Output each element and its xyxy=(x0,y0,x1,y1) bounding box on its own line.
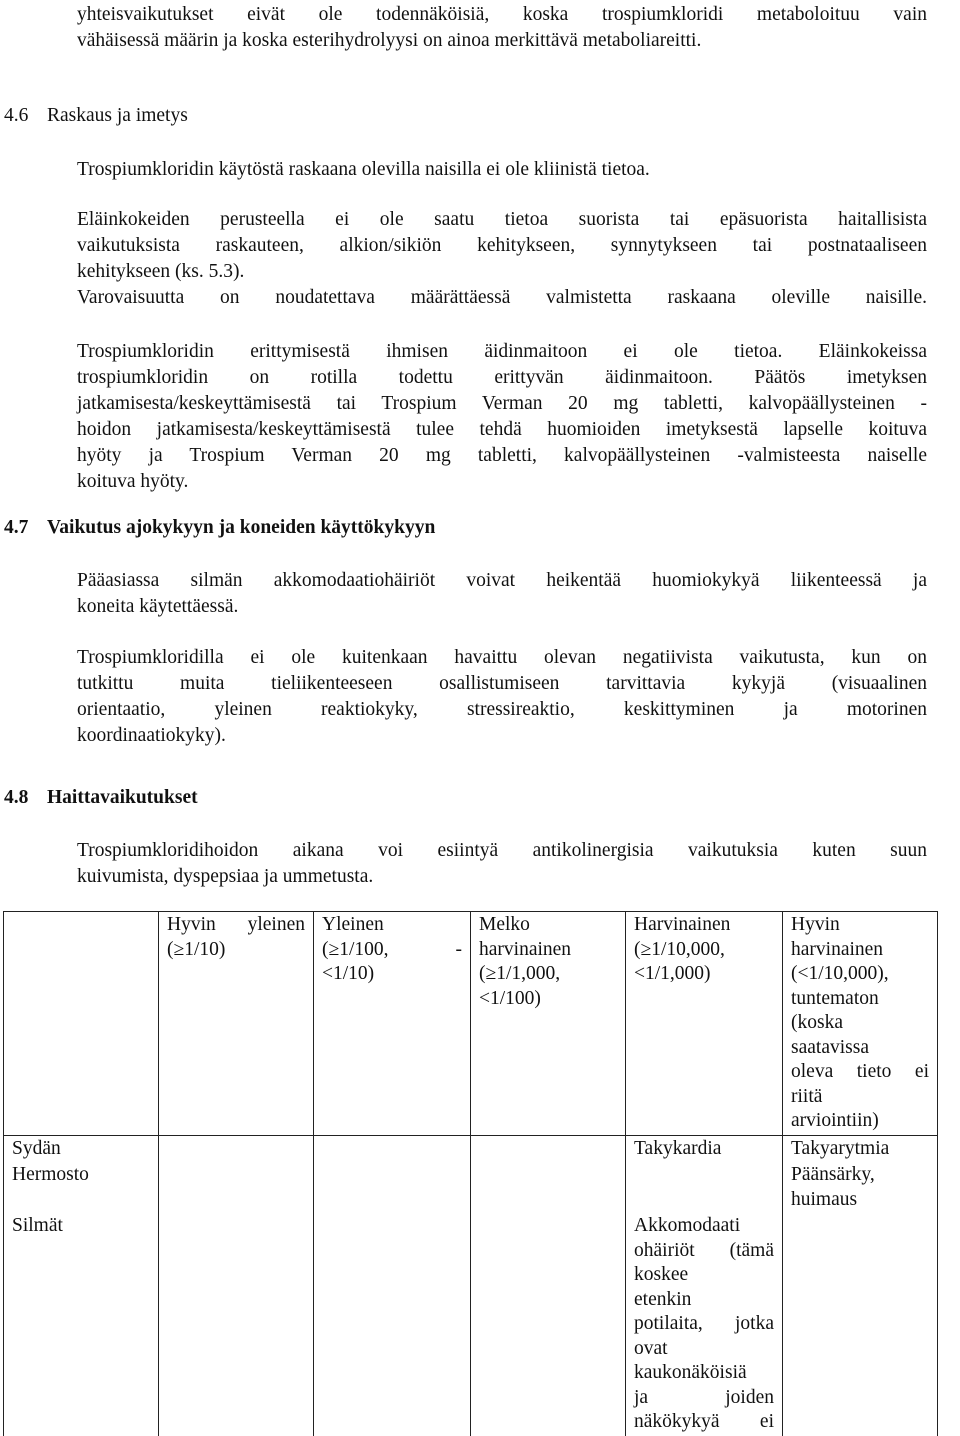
header-text: (≥1/10,000, xyxy=(634,938,725,960)
table-cell xyxy=(159,1162,314,1213)
table-header-row xyxy=(4,912,938,1136)
section-heading-4-7 xyxy=(4,515,435,541)
table-cell xyxy=(159,1213,314,1436)
text-line: trospiumkloridin on rotilla todettu erittyvän äidinmaitoon. Päätös imetyksen xyxy=(77,367,927,388)
organ-cell-eyes: Silmät xyxy=(4,1213,159,1436)
section-heading-4-8 xyxy=(4,785,198,811)
section-title: Vaikutus ajokykyyn ja koneiden käyttökykyyn xyxy=(47,517,436,538)
cell-text: ovat xyxy=(634,1337,668,1359)
header-text: arviointiin) xyxy=(791,1110,879,1131)
header-text: Hyvin xyxy=(791,914,840,935)
table-cell xyxy=(783,1213,938,1436)
section-title: Haittavaikutukset xyxy=(47,787,198,808)
paragraph xyxy=(77,645,927,749)
section-number: 4.8 xyxy=(4,787,29,808)
text-line: koneita käytettäessä. xyxy=(77,596,239,617)
table-cell-rare xyxy=(626,1213,783,1436)
header-text: (≥1/100, - xyxy=(322,938,462,960)
table-cell xyxy=(471,1213,626,1436)
cell-text: huimaus xyxy=(791,1188,858,1210)
table-cell-very-rare: Takyarytmia xyxy=(783,1135,938,1162)
header-text: harvinainen xyxy=(791,938,884,960)
text-line: koituva hyöty. xyxy=(77,471,189,492)
paragraph xyxy=(77,568,927,620)
header-text: (<1/10,000), xyxy=(791,963,889,984)
text-line: kehitykseen (ks. 5.3). xyxy=(77,261,245,282)
text-line: Trospiumkloridin erittymisestä ihmisen äidinmaitoon ei ole tietoa. Eläinkokeissa xyxy=(77,341,927,362)
table-row xyxy=(4,1162,938,1213)
section-title: Raskaus ja imetys xyxy=(47,105,188,126)
text-line: kuivumista, dyspepsiaa ja ummetusta. xyxy=(77,866,374,887)
intro-paragraph xyxy=(77,2,927,54)
text-line: Trospiumkloridilla ei ole kuitenkaan havaittu olevan negatiivista vaikutusta, kun on xyxy=(77,647,927,668)
paragraph xyxy=(77,838,927,890)
cell-text: potilaita, jotka xyxy=(634,1313,774,1334)
table-header-cell-very-common xyxy=(159,912,314,1136)
cell-text: koskee xyxy=(634,1264,689,1285)
text-line: jatkamisesta/keskeyttämisestä tai Trospium Verman 20 mg tabletti, kalvopäällysteinen - xyxy=(77,393,927,414)
table-header-cell-uncommon xyxy=(471,912,626,1136)
table-cell xyxy=(314,1213,471,1436)
organ-cell-nervous-system: Hermosto xyxy=(4,1162,159,1213)
text-line: vaikutuksista raskauteen, alkion/sikiön kehitykseen, synnytykseen tai postnataaliseen xyxy=(77,235,927,256)
table-cell-rare: Takykardia xyxy=(626,1135,783,1162)
text-line: yhteisvaikutukset eivät ole todennäköisiä, koska trospiumkloridi metaboloituu vain xyxy=(77,4,927,25)
organ-cell-heart: Sydän xyxy=(4,1135,159,1162)
text-line: Eläinkokeiden perusteella ei ole saatu tietoa suorista tai epäsuorista haitallisista xyxy=(77,209,927,230)
table-header-cell-common xyxy=(314,912,471,1136)
header-text: <1/100) xyxy=(479,987,541,1009)
text-line: Trospiumkloridihoidon aikana voi esiintyä antikolinergisia vaikutuksia kuten suun xyxy=(77,840,927,861)
header-text: (koska xyxy=(791,1012,843,1033)
header-text: harvinainen xyxy=(479,938,572,960)
adverse-effects-table xyxy=(3,911,938,1436)
header-text: Hyvin yleinen xyxy=(167,914,305,935)
table-cell xyxy=(471,1135,626,1162)
section-number: 4.7 xyxy=(4,517,29,538)
section-heading-4-6 xyxy=(4,103,188,129)
table-row xyxy=(4,1213,938,1436)
text-line: vähäisessä määrin ja koska esterihydrolyysi on ainoa merkittävä metaboliareitti. xyxy=(77,30,702,51)
table-cell xyxy=(471,1162,626,1213)
cell-text: etenkin xyxy=(634,1288,692,1310)
table-header-cell-organ xyxy=(4,912,159,1136)
table-cell-very-rare xyxy=(783,1162,938,1213)
header-text: oleva tieto ei xyxy=(791,1061,929,1082)
header-text: (≥1/1,000, xyxy=(479,963,561,984)
table-header-cell-very-rare xyxy=(783,912,938,1136)
header-text: <1/1,000) xyxy=(634,963,711,984)
cell-text: näkökykyä ei xyxy=(634,1411,774,1432)
table-header-cell-rare xyxy=(626,912,783,1136)
text-line: hoidon jatkamisesta/keskeyttämisestä tulee tehdä huomioiden imetyksestä lapselle koituva xyxy=(77,419,927,440)
text-line: tutkittu muita tieliikenteeseen osallistumiseen tarvittavia kykyjä (visuaalinen xyxy=(77,673,927,694)
table-row xyxy=(4,1135,938,1162)
header-text: Harvinainen xyxy=(634,914,731,935)
section-number: 4.6 xyxy=(4,105,29,126)
text-line: koordinaatiokyky). xyxy=(77,725,226,746)
cell-text: kaukonäköisiä xyxy=(634,1362,747,1383)
header-text: <1/10) xyxy=(322,963,375,984)
cell-text: ja joiden xyxy=(634,1386,774,1408)
header-text: tuntematon xyxy=(791,987,879,1009)
paragraph xyxy=(77,339,927,495)
table-cell xyxy=(626,1162,783,1213)
header-text: Melko xyxy=(479,914,530,935)
text-line: hyöty ja Trospium Verman 20 mg tabletti, kalvopäällysteinen -valmisteesta naiselle xyxy=(77,445,927,466)
text-line: Trospiumkloridin käytöstä raskaana olevilla naisilla ei ole kliinistä tietoa. xyxy=(77,159,650,180)
paragraph xyxy=(77,157,927,183)
header-text: Yleinen xyxy=(322,914,384,935)
text-line: orientaatio, yleinen reaktiokyky, stressireaktio, keskittyminen ja motorinen xyxy=(77,699,927,720)
paragraph xyxy=(77,207,927,311)
cell-text: Akkomodaati xyxy=(634,1215,741,1236)
cell-text: Päänsärky, xyxy=(791,1164,875,1185)
text-line: Pääasiassa silmän akkomodaatiohäiriöt voivat heikentää huomiokykyä liikenteessä ja xyxy=(77,570,927,591)
table-cell xyxy=(159,1135,314,1162)
text-line: Varovaisuutta on noudatettava määrättäessä valmistetta raskaana oleville naisille. xyxy=(77,287,927,308)
cell-text: ohäiriöt (tämä xyxy=(634,1239,774,1261)
header-text: riitä xyxy=(791,1085,823,1107)
table-cell xyxy=(314,1135,471,1162)
header-text: saatavissa xyxy=(791,1036,869,1058)
table-cell xyxy=(314,1162,471,1213)
header-text: (≥1/10) xyxy=(167,938,226,960)
